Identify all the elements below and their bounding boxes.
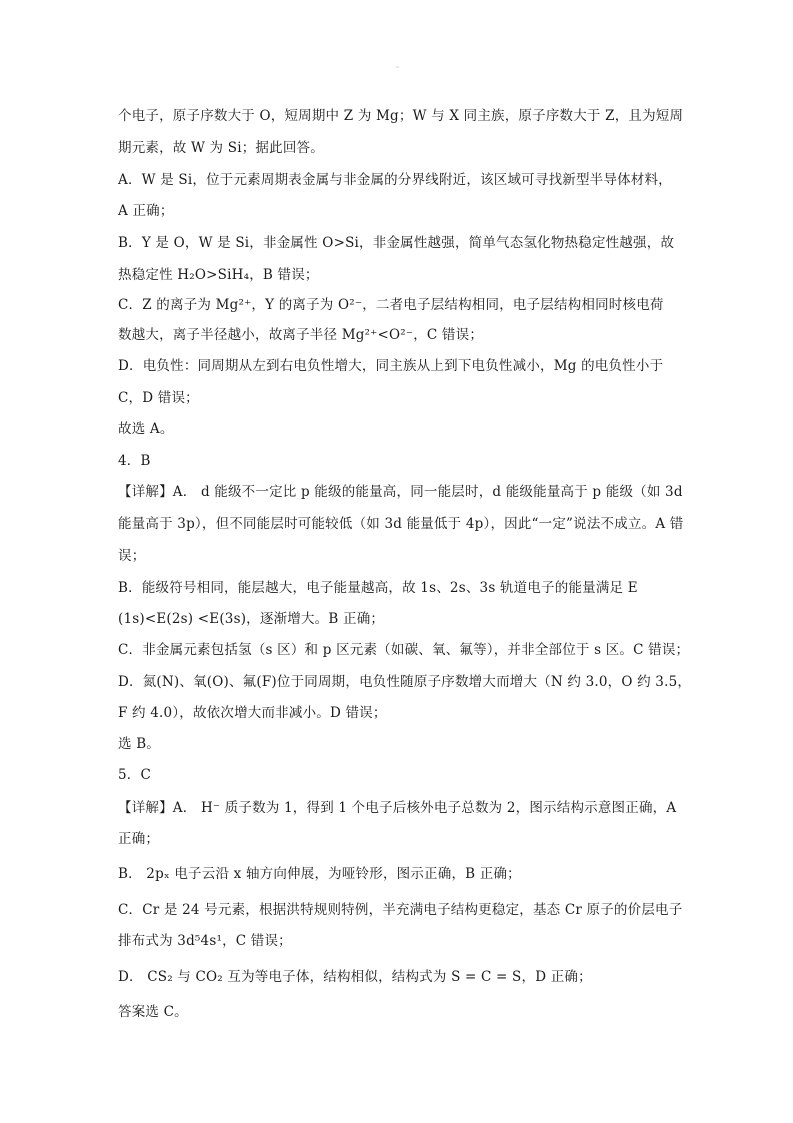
text-line: 个电子，原子序数大于 O，短周期中 Z 为 Mg；W 与 X 同主族，原子序数大于 Z，且为短周 [118, 108, 684, 124]
text-line: D．电负性：同周期从左到右电负性增大，同主族从上到下电负性减小，Mg 的电负性小于 [118, 358, 664, 374]
text-line: 正确； [118, 831, 160, 847]
scan-mark [396, 66, 399, 68]
text-line: 故选 A。 [118, 421, 174, 437]
text-line: B．Y 是 O，W 是 Si，非金属性 O>Si，非金属性越强，简单气态氢化物热稳定性越强，故 [118, 235, 675, 251]
text-line: 答案选 C。 [118, 1004, 188, 1020]
text-line: 能量高于 3p），但不同能层时可能较低（如 3d 能量低于 4p），因此“一定”说法不成立。A 错 [118, 516, 684, 532]
text-line: 选 B。 [118, 736, 161, 752]
text-line: 期元素，故 W 为 Si；据此回答。 [118, 140, 324, 156]
text-line: A 正确； [118, 203, 174, 219]
text-line: 热稳定性 H₂O>SiH₄，B 错误； [118, 267, 319, 283]
text-line: B． 2pₓ 电子云沿 x 轴方向伸展，为哑铃形，图示正确，B 正确； [118, 866, 521, 882]
text-line: 【详解】A． d 能级不一定比 p 能级的能量高，同一能层时，d 能级能量高于 p 能级（如 3d [118, 484, 683, 500]
text-line: C．Z 的离子为 Mg²⁺，Y 的离子为 O²⁻，二者电子层结构相同，电子层结构相同时核电荷 [118, 297, 664, 313]
text-line: D． CS₂ 与 CO₂ 互为等电子体，结构相似，结构式为 S = C = S，D 正确； [118, 969, 592, 985]
question-number: 4．B [118, 453, 151, 469]
text-line: 排布式为 3d⁵4s¹，C 错误； [118, 933, 292, 949]
text-line: C．Cr 是 24 号元素，根据洪特规则特例，半充满电子结构更稳定，基态 Cr 原子的价层电子 [118, 902, 683, 918]
text-line: 数越大，离子半径越小，故离子半径 Mg²⁺<O²⁻，C 错误； [118, 327, 484, 343]
text-line: C．非金属元素包括氢（s 区）和 p 区元素（如碳、氧、氟等），并非全部位于 s 区。C 错误； [118, 642, 690, 658]
text-line: B．能级符号相同，能层越大，电子能量越高，故 1s、2s、3s 轨道电子的能量满足 E [118, 580, 638, 596]
text-line: 【详解】A． H⁻ 质子数为 1，得到 1 个电子后核外电子总数为 2，图示结构示意图正确，A [118, 800, 677, 816]
text-line: A．W 是 Si，位于元素周期表金属与非金属的分界线附近，该区域可寻找新型半导体材料， [118, 172, 672, 188]
text-line: F 约 4.0），故依次增大而非减小。D 错误； [118, 705, 387, 721]
text-line: C，D 错误； [118, 390, 199, 406]
question-number: 5．C [118, 767, 152, 783]
text-line: (1s)<E(2s) <E(3s)，逐渐增大。B 正确； [118, 611, 385, 627]
text-line: 误； [118, 548, 146, 564]
text-line: D．氮(N)、氧(O)、氟(F)位于同周期，电负性随原子序数增大而增大（N 约 3.0，O 约 3.5， [118, 674, 692, 690]
